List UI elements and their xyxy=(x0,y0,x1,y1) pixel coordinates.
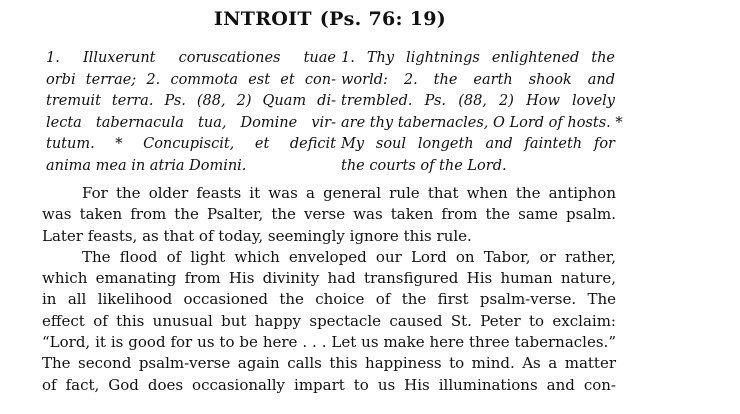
paragraph-line: Later feasts, as that of today, seemingly ignore this rule. xyxy=(42,226,472,245)
latin-line: 1. Illuxerunt coruscationes tuae xyxy=(46,50,336,66)
latin-line: tremuit terra. Ps. (88, 2) Quam di- xyxy=(46,93,336,109)
title-text: INTROIT xyxy=(213,8,312,30)
english-text-column xyxy=(341,48,623,177)
commentary-text xyxy=(42,183,616,396)
commentary-paragraph-1 xyxy=(42,183,616,247)
latin-line: anima mea in atria Domini. xyxy=(46,157,247,174)
paragraph-line: in all likelihood occasioned the choice of the first psalm-verse. The xyxy=(42,290,616,309)
paragraph-line: which emanating from His divinity had transfigured His human nature, xyxy=(42,269,616,288)
english-line: the courts of the Lord. xyxy=(341,157,507,174)
commentary-paragraph-2 xyxy=(42,247,616,396)
paragraph-line: The flood of light which enveloped our Lord on Tabor, or rather, xyxy=(82,247,616,266)
english-line: are thy tabernacles, O Lord of hosts. * xyxy=(341,114,623,131)
latin-line: lecta tabernacula tua, Domine vir- xyxy=(46,114,336,131)
paragraph-line: effect of this unusual but happy spectacle caused St. Peter to exclaim: xyxy=(42,311,616,330)
latin-line: tutum. * Concupiscit, et deficit xyxy=(46,136,336,152)
paragraph-line: was taken from the Psalter, the verse was taken from the same psalm. xyxy=(42,205,616,224)
scripture-reference: (Ps. 76: 19) xyxy=(319,8,447,30)
latin-line: orbi terrae; 2. commota est et con- xyxy=(46,71,336,88)
paragraph-line: of fact, God does occasionally impart to us His illuminations and con- xyxy=(42,375,616,394)
english-line: 1. Thy lightnings enlightened the xyxy=(341,50,615,66)
paragraph-line: For the older feasts it was a general rule that when the antiphon xyxy=(82,184,616,202)
paragraph-line: The second psalm-verse again calls this happiness to mind. As a matter xyxy=(42,354,616,373)
page-title xyxy=(0,8,660,30)
paragraph-line: “Lord, it is good for us to be here . . . Let us make here three tabernacles.” xyxy=(42,333,616,352)
english-line: world: 2. the earth shook and xyxy=(341,71,615,88)
english-line: trembled. Ps. (88, 2) How lovely xyxy=(341,93,615,109)
latin-text-column xyxy=(46,48,336,177)
english-line: My soul longeth and fainteth for xyxy=(341,136,615,152)
